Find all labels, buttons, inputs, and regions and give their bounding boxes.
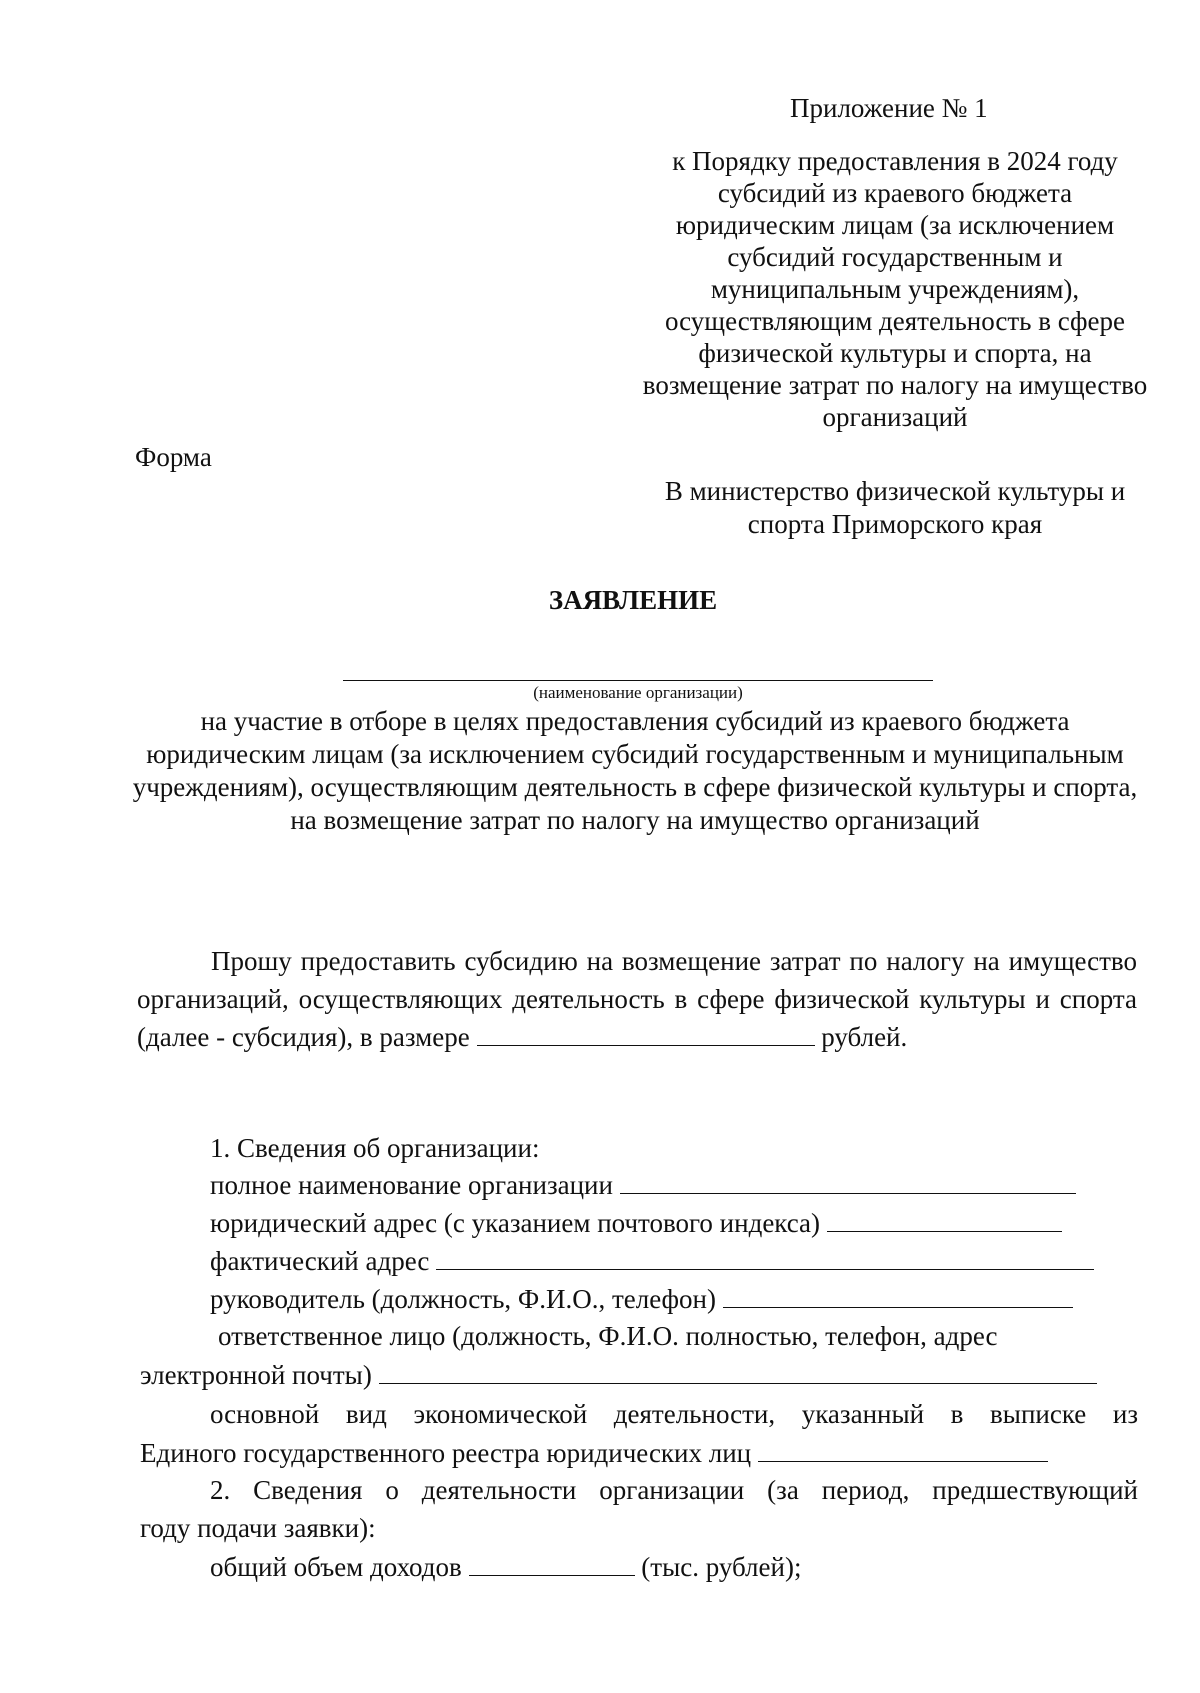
legal-address-row [210,1204,1062,1241]
responsible-row-2 [140,1356,1097,1393]
subsidy-amount-field[interactable] [477,1018,815,1046]
head-field[interactable] [723,1280,1073,1308]
full-name-field[interactable] [620,1166,1076,1194]
org-name-caption: (наименование организации) [533,683,743,702]
document-title: ЗАЯВЛЕНИЕ [548,585,718,615]
full-name-row [210,1166,1076,1203]
actual-address-row [210,1242,1094,1279]
appendix-title: Приложение № 1 [790,93,988,123]
responsible-label: электронной почты) [140,1360,372,1390]
section2-heading-2: году подачи заявки): [140,1513,376,1543]
appendix-description: к Порядку предоставления в 2024 году субсидий из краевого бюджета юридическим лицам (за исключением субсидий государственным и муниципальным учреждениям), осуществляющим деятельность в сфере физической культуры и спорта, на возмещение затрат по налогу на имущество организаций [642,146,1148,432]
legal-address-field[interactable] [827,1204,1062,1232]
org-name-field[interactable] [343,680,933,681]
section1-heading: 1. Сведения об организации: [210,1133,540,1163]
actual-address-label: фактический адрес [210,1246,430,1276]
legal-address-label: юридический адрес (с указанием почтового индекса) [210,1208,821,1238]
activity-field[interactable] [758,1434,1048,1462]
head-row [210,1280,1073,1317]
recipient-ministry: В министерство физической культуры и спорта Приморского края [664,476,1126,539]
form-label: Форма [135,442,212,472]
head-label: руководитель (должность, Ф.И.О., телефон) [210,1284,716,1314]
income-row [210,1548,801,1585]
purpose-text: на участие в отборе в целях предоставления субсидий из краевого бюджета юридическим лицам (за исключением субсидий государственным и муниципальным учреждениям), осуществляющим деятельность в сфере физической культуры и спорта, на возмещение затрат по налогу на имущество организаций [132,706,1138,835]
income-label: общий объем доходов [210,1552,462,1582]
responsible-row-1: ответственное лицо (должность, Ф.И.О. полностью, телефон, адрес [218,1321,998,1351]
activity-label: Единого государственного реестра юридических лиц [140,1438,752,1468]
income-unit: (тыс. рублей); [641,1552,802,1582]
section2-heading-1: 2. Сведения о деятельности организации (за период, предшествующий [210,1475,1138,1505]
responsible-field[interactable] [379,1356,1097,1384]
activity-row-1: основной вид экономической деятельности, указанный в выписке из [210,1399,1138,1429]
activity-row-2 [140,1434,1048,1471]
request-paragraph [137,942,1137,1056]
income-field[interactable] [469,1548,635,1576]
request-unit: рублей. [821,1022,908,1052]
actual-address-field[interactable] [436,1242,1094,1270]
full-name-label: полное наименование организации [210,1170,613,1200]
request-text: Прошу предоставить субсидию на возмещение затрат по налогу на имущество организаций, осуществляющих деятельность в сфере физической культуры и спорта (далее - субсидия), в размере [137,946,1137,1052]
